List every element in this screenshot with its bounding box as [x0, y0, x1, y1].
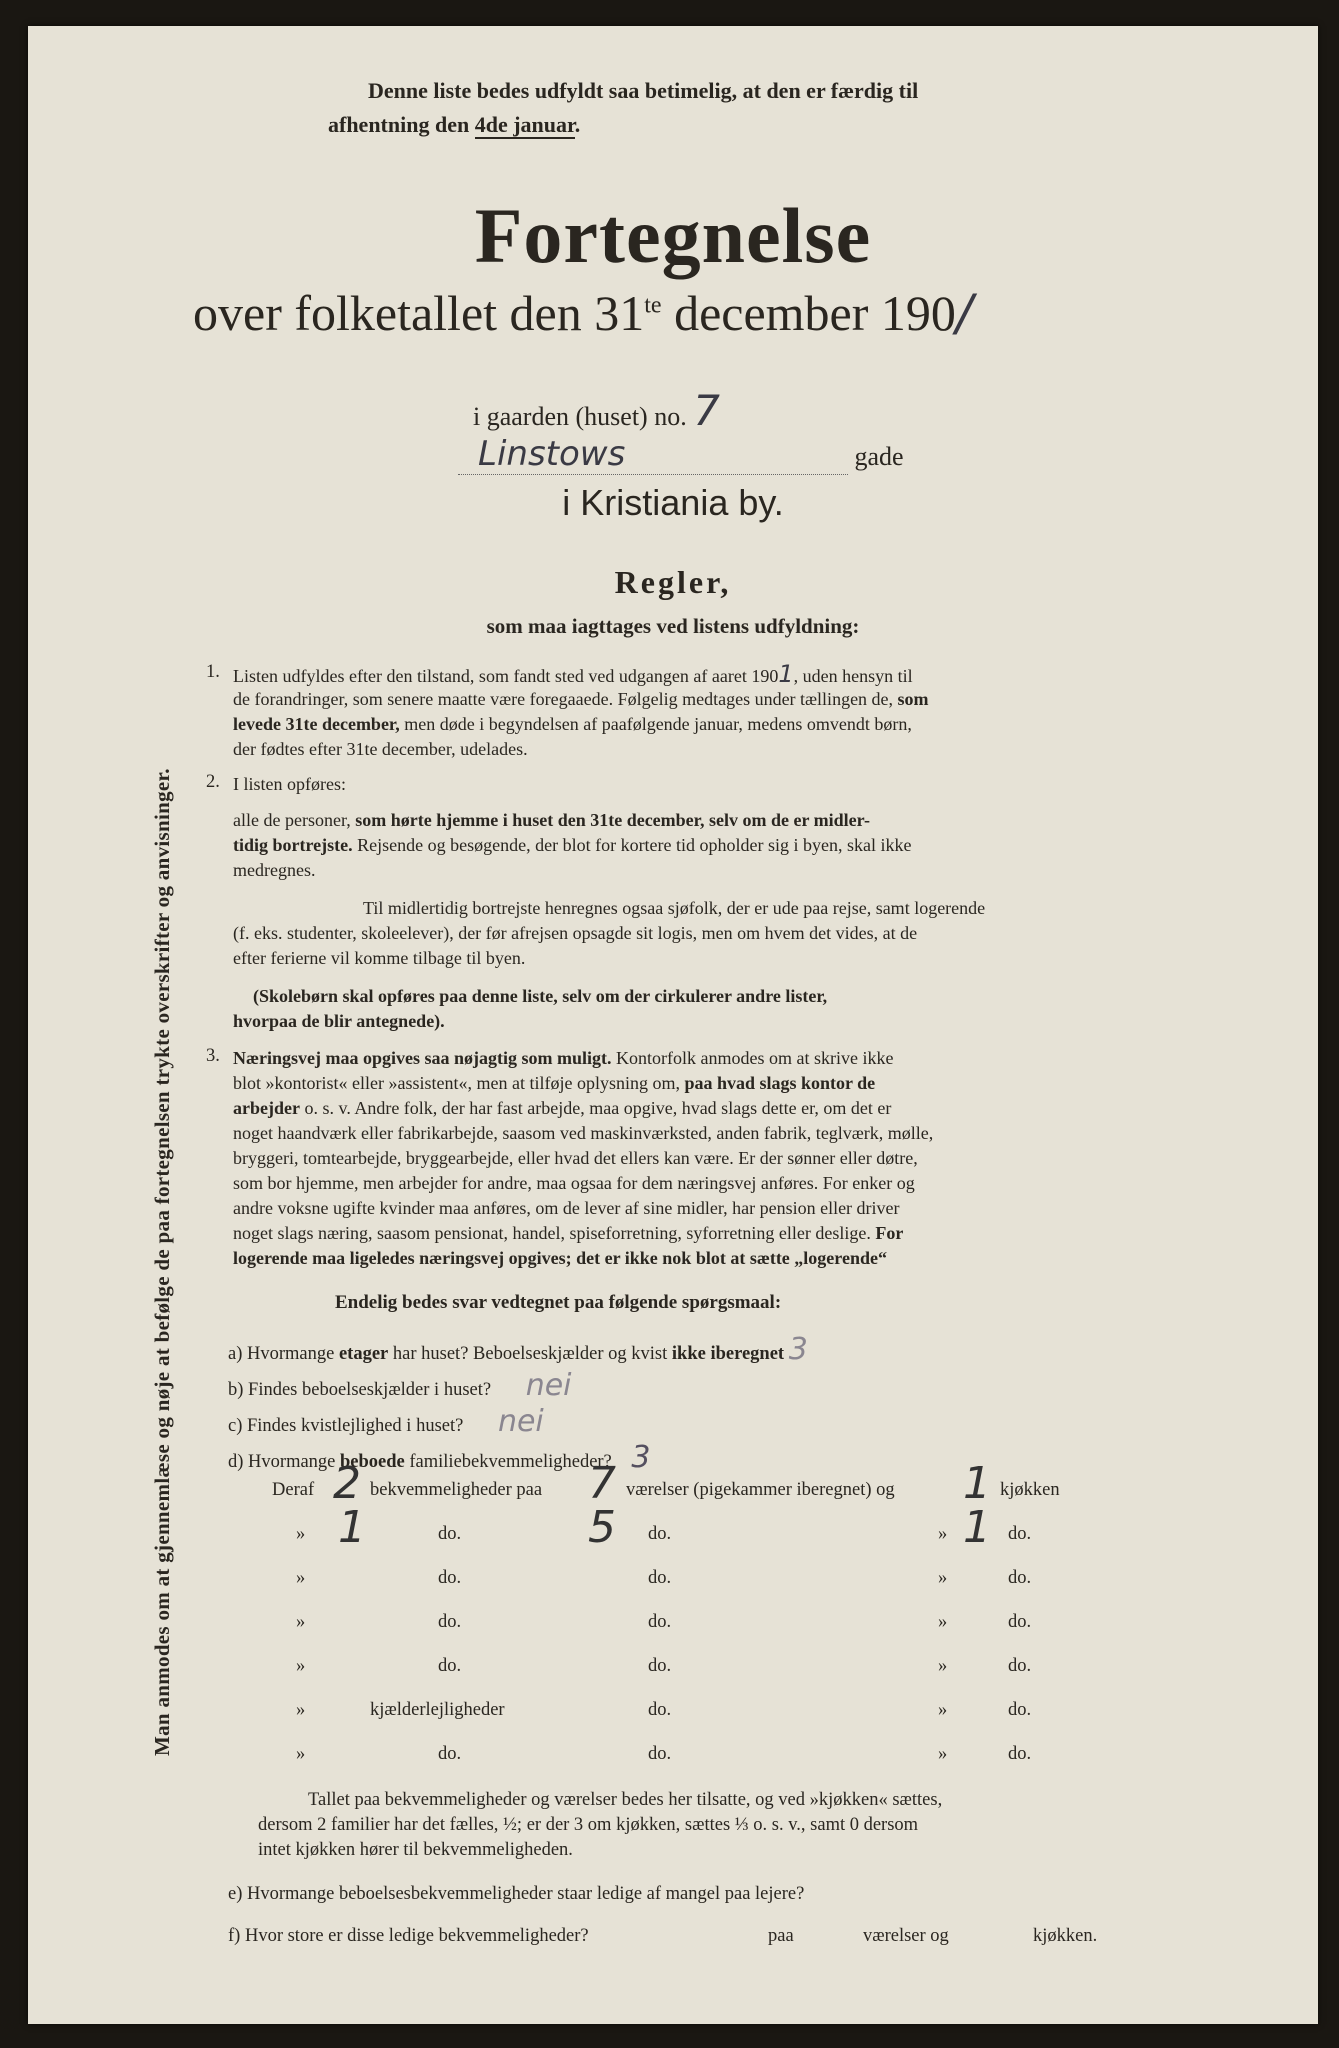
- question-d: d) Hvormange beboede familiebekvemmeligheder? 3: [228, 1440, 651, 1475]
- row1-kitchen: 1: [963, 1458, 991, 1509]
- row5-ditto-3: do.: [1008, 1656, 1032, 1676]
- row2-rooms: 5: [588, 1502, 616, 1553]
- rule-3-line-3: arbejder o. s. v. Andre folk, der har fast arbejde, maa opgive, hvad slags dette er, om det er: [233, 1098, 892, 1118]
- row3-quote: »: [296, 1568, 306, 1588]
- row5-quote-2: »: [938, 1656, 948, 1676]
- row4-ditto-3: do.: [1008, 1612, 1032, 1632]
- row5-ditto-1: do.: [438, 1656, 462, 1676]
- rule-2-line-3: medregnes.: [233, 860, 316, 880]
- table-col-1: bekvemmeligheder paa: [370, 1480, 543, 1500]
- note-line-3: intet kjøkken hører til bekvemmeligheden.: [258, 1840, 573, 1860]
- row4-quote: »: [296, 1612, 306, 1632]
- side-instruction: Man anmodes om at gjennemlæse og nøje at befølge de paa fortegnelsen trykte overskrifter og anvisninger.: [150, 768, 174, 1756]
- row1-rooms: 7: [588, 1458, 616, 1509]
- rule-3-line-1: Næringsvej maa opgives saa nøjagtig som muligt. Kontorfolk anmodes om at skrive ikke: [233, 1048, 894, 1068]
- rules-heading: Regler,: [614, 564, 732, 600]
- rule-3-line-9: logerende maa ligeledes næringsvej opgives; det er ikke nok blot at sætte „logerende“: [233, 1248, 887, 1268]
- question-a: a) Hvormange etager har huset? Beboelseskjælder og kvist ikke iberegnet 3: [228, 1332, 808, 1367]
- row7-quote: »: [296, 1744, 306, 1764]
- question-b: b) Findes beboelseskjælder i huset? nei: [228, 1368, 572, 1403]
- row7-quote-2: »: [938, 1744, 948, 1764]
- row4-ditto-1: do.: [438, 1612, 462, 1632]
- deraf-label: Deraf: [272, 1480, 315, 1500]
- table-col-2: værelser (pigekammer iberegnet) og: [626, 1480, 895, 1500]
- house-number-handwritten: 7: [693, 386, 720, 435]
- question-f-paa: paa: [768, 1926, 794, 1946]
- row6-ditto-3: do.: [1008, 1700, 1032, 1720]
- rule-2-line-1: alle de personer, som hørte hjemme i huset den 31te december, selv om de er midler-: [233, 810, 870, 830]
- row2-ditto-2: do.: [648, 1524, 672, 1544]
- rule-1-line-4: der fødtes efter 31te december, udelades.: [233, 739, 528, 759]
- question-f-kjokken: kjøkken.: [1033, 1926, 1098, 1946]
- rule-1-line-1: Listen udfyldes efter den tilstand, som fandt sted ved udgangen af aaret 1901, uden hensyn til: [233, 660, 913, 688]
- row6-quote: »: [296, 1700, 306, 1720]
- rule-3-line-5: bryggeri, tomtearbejde, bryggearbejde, eller hvad det ellers kan være. Er der sønner eller døtre,: [233, 1148, 918, 1168]
- rule-2-para-2-line-1: Til midlertidig bortrejste henregnes ogsaa sjøfolk, der er ude paa rejse, samt logerende: [363, 898, 986, 918]
- row3-ditto-1: do.: [438, 1568, 462, 1588]
- row2-count: 1: [338, 1502, 366, 1553]
- rule-3-line-2: blot »kontorist« eller »assistent«, men at tilføje oplysning om, paa hvad slags kontor de: [233, 1073, 876, 1093]
- row1-count: 2: [333, 1458, 361, 1509]
- row2-quote-2: »: [938, 1524, 948, 1544]
- house-number-line: i gaarden (huset) no. 7: [473, 386, 720, 435]
- rule-3-number: 3.: [206, 1046, 220, 1066]
- table-col-3: kjøkken: [1000, 1480, 1060, 1500]
- row5-quote: »: [296, 1656, 306, 1676]
- row7-ditto-3: do.: [1008, 1744, 1032, 1764]
- rule-2-intro: I listen opføres:: [233, 774, 346, 794]
- census-form-sheet: [28, 26, 1318, 2024]
- row3-ditto-2: do.: [648, 1568, 672, 1588]
- row7-ditto-1: do.: [438, 1744, 462, 1764]
- row2-ditto-3: do.: [1008, 1524, 1032, 1544]
- form-title: Fortegnelse: [474, 192, 872, 279]
- row3-ditto-3: do.: [1008, 1568, 1032, 1588]
- city-line: i Kristiania by.: [562, 482, 784, 523]
- rule-1-line-2: de forandringer, som senere maatte være foregaaede. Følgelig medtages under tællingen de, som: [233, 689, 929, 709]
- street-handwritten: Linstows: [458, 434, 848, 475]
- pickup-date: 4de januar: [474, 112, 575, 137]
- row2-kitchen: 1: [963, 1502, 991, 1553]
- row4-quote-2: »: [938, 1612, 948, 1632]
- question-f-vaerelser: værelser og: [863, 1926, 949, 1946]
- rule-3-line-8: noget slags næring, saasom pensionat, handel, spiseforretning, syforretning eller deslige. For: [233, 1223, 904, 1243]
- row6-quote-2: »: [938, 1700, 948, 1720]
- rule-2-number: 2.: [206, 772, 220, 792]
- questions-heading: Endelig bedes svar vedtegnet paa følgende spørgsmaal:: [335, 1292, 782, 1313]
- rule-2-line-2: tidig bortrejste. Rejsende og besøgende, der blot for kortere tid opholder sig i byen, skal ikke: [233, 835, 912, 855]
- notice-line-1: Denne liste bedes udfyldt saa betimelig, at den er færdig til: [368, 78, 919, 103]
- note-line-2: dersom 2 familier har det fælles, ½; er der 3 om kjøkken, sættes ⅓ o. s. v., samt 0 dersom: [258, 1815, 919, 1835]
- rule-2-para-3-line-1: (Skolebørn skal opføres paa denne liste, selv om der cirkulerer andre lister,: [253, 986, 828, 1006]
- notice-line-2: afhentning den 4de januar.: [328, 112, 581, 137]
- row3-quote-2: »: [938, 1568, 948, 1588]
- answer-a-handwritten: 3: [788, 1332, 808, 1367]
- question-f: f) Hvor store er disse ledige bekvemmeligheder?: [228, 1926, 589, 1946]
- answer-d-handwritten: 3: [631, 1440, 651, 1475]
- row2-quote: »: [296, 1524, 306, 1544]
- row4-ditto-2: do.: [648, 1612, 672, 1632]
- form-subtitle: over folketallet den $31^{te}$ december 190/: [193, 284, 973, 342]
- question-e: e) Hvormange beboelsesbekvemmeligheder staar ledige af mangel paa lejere?: [228, 1884, 805, 1904]
- rules-subheading: som maa iagttages ved listens udfyldning:: [486, 614, 860, 638]
- row6-kjaelder: kjælderlejligheder: [370, 1700, 505, 1720]
- question-c: c) Findes kvistlejlighed i huset? nei: [228, 1404, 544, 1439]
- answer-b-handwritten: nei: [525, 1368, 572, 1403]
- rule-2-para-3-line-2: hvorpaa de blir antegnede).: [233, 1011, 445, 1031]
- note-line-1: Tallet paa bekvemmeligheder og værelser bedes her tilsatte, og ved »kjøkken« sættes,: [308, 1790, 943, 1810]
- rule-3-line-7: andre voksne ugifte kvinder maa anføres, om de lever af sine midler, har pension eller driver: [233, 1198, 900, 1218]
- street-line: Linstows gade: [458, 434, 904, 475]
- rule-3-line-4: noget haandværk eller fabrikarbejde, saasom ved maskinværksted, anden fabrik, teglværk, mølle,: [233, 1123, 934, 1143]
- row6-ditto-2: do.: [648, 1700, 672, 1720]
- row2-ditto-1: do.: [438, 1524, 462, 1544]
- rule-2-para-2-line-2: (f. eks. studenter, skoleelever), der før afrejsen opsagde sit logis, men om hvem det vides, at de: [233, 923, 918, 943]
- rule-1-number: 1.: [206, 662, 220, 682]
- rule-1-line-3: levede 31te december, men døde i begyndelsen af paafølgende januar, medens omvendt børn,: [233, 714, 912, 734]
- row5-ditto-2: do.: [648, 1656, 672, 1676]
- row7-ditto-2: do.: [648, 1744, 672, 1764]
- year-handwritten: /: [955, 284, 973, 342]
- rule-3-line-6: som bor hjemme, men arbejder for andre, maa ogsaa for dem næringsvej anføres. For enker og: [233, 1173, 915, 1193]
- rule-2-para-2-line-3: efter ferierne vil komme tilbage til byen.: [233, 948, 526, 968]
- answer-c-handwritten: nei: [497, 1404, 544, 1439]
